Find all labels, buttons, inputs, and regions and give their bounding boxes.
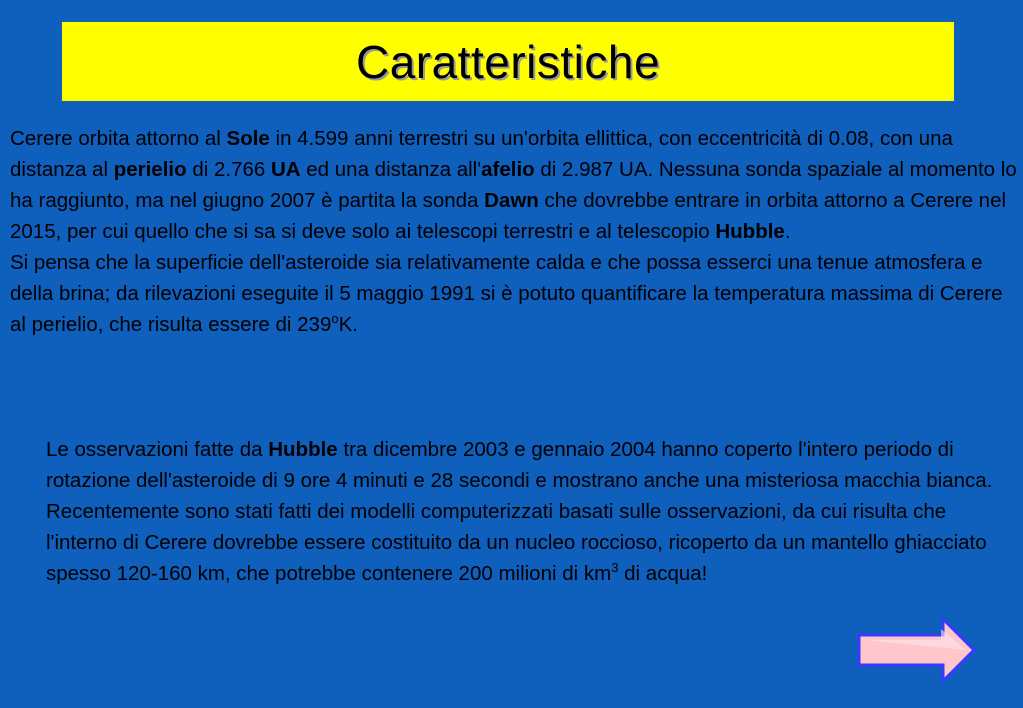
text-segment: di 2.987 UA. Nessuna sonda spaziale al momento lo ha raggiunto, ma nel giugno 2007 è partita la sonda <box>10 158 1017 212</box>
bold-term-sole: Sole <box>226 127 270 150</box>
degree-superscript: o <box>331 311 339 327</box>
bold-term-ua: UA <box>270 158 301 181</box>
text-segment: in 4.599 anni terrestri su un'orbita ellittica, con eccentricità di 0.08, con una distanza al <box>10 127 953 181</box>
text-segment: Recentemente sono stati fatti dei modelli computerizzati basati sulle osservazioni, da cui risulta che l'interno di Cerere dovrebbe essere costituito da un nucleo roccioso, ricoperto da un mantello ghiacciato spesso 120-160 km, che potrebbe contenere 200 milioni di km <box>46 500 987 585</box>
bold-term-perielio: perielio <box>113 158 187 181</box>
text-segment: Le osservazioni fatte da <box>46 438 269 461</box>
cubic-superscript: 3 <box>611 560 619 576</box>
text-segment: di 2.766 <box>186 158 271 181</box>
text-segment: K. <box>338 313 358 336</box>
paragraph-orbit <box>10 123 1022 340</box>
text-segment: Si pensa che la superficie dell'asteroide sia relativamente calda e che possa esserci una tenue atmosfera e della brina; da rilevazioni eseguite il 5 maggio 1991 si è potuto quantificare la temperatura massima di Cerere al perielio, che risulta essere di 239 <box>10 251 1003 336</box>
bold-term-dawn: Dawn <box>484 189 539 212</box>
bold-term-hubble: Hubble <box>715 220 785 243</box>
text-segment: . <box>784 220 791 243</box>
text-segment: che dovrebbe entrare in orbita attorno a Cerere nel 2015, per cui quello che si sa si deve solo ai telescopi terrestri e al telescopio <box>10 189 1007 243</box>
bold-term-afelio: afelio <box>481 158 535 181</box>
right-arrow-icon <box>855 615 978 685</box>
next-slide-button[interactable] <box>855 615 978 685</box>
text-segment: Cerere orbita attorno al <box>10 127 227 150</box>
title-banner <box>62 22 954 101</box>
text-segment: ed una distanza all' <box>300 158 482 181</box>
bold-term-hubble: Hubble <box>268 438 338 461</box>
text-segment: tra dicembre 2003 e gennaio 2004 hanno coperto l'intero periodo di rotazione dell'asteroide di 9 ore 4 minuti e 28 secondi e mostrano anche una misteriosa macchia bianca. <box>46 438 993 492</box>
paragraph-observations <box>46 434 1021 589</box>
page-title: Caratteristiche <box>355 35 661 88</box>
text-segment: di acqua! <box>618 562 708 585</box>
